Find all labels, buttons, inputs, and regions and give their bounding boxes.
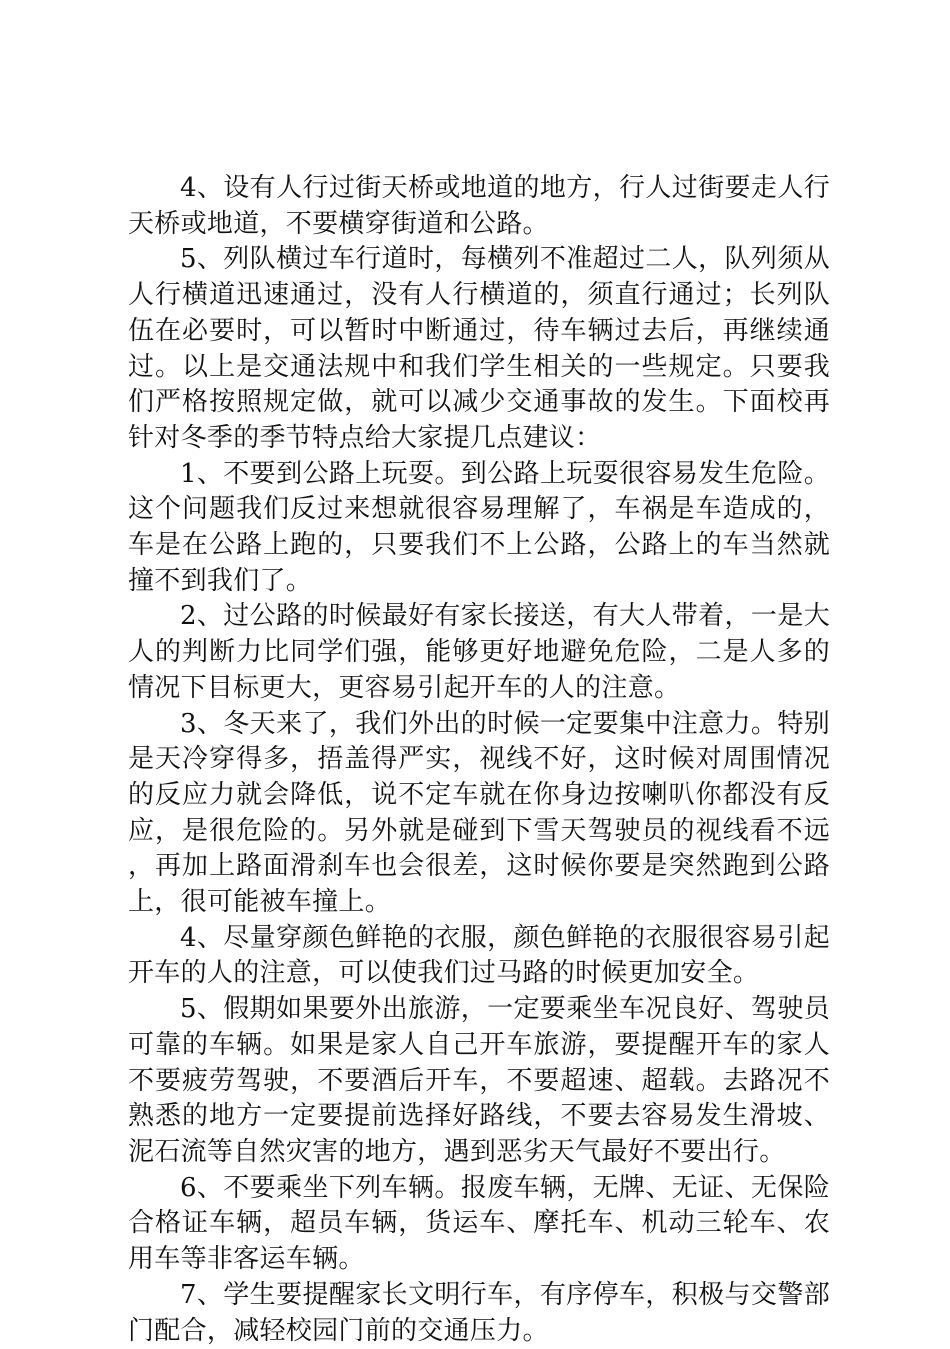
paragraph-rule-4: 4、设有人行过街天桥或地道的地方，行人过街要走人行天桥或地道，不要横穿街道和公路。 [128,173,830,239]
paragraph-suggestion-1: 1、不要到公路上玩耍。到公路上玩耍很容易发生危险。这个问题我们反过来想就很容易理解了，车祸是车造成的，车是在公路上跑的，只要我们不上公路，公路上的车当然就撞不到我们了。 [128,458,830,596]
paragraph-rule-5: 5、列队横过车行道时，每横列不准超过二人，队列须从人行横道迅速通过，没有人行横道的，须直行通过；长列队伍在必要时，可以暂时中断通过，待车辆过去后，再继续通过。以上是交通法规中和我们学生相关的一些规定。只要我们严格按照规定做，就可以减少交通事故的发生。下面校再针对冬季的季节特点给大家提几点建议： [128,244,830,453]
paragraph-suggestion-5: 5、假期如果要外出旅游，一定要乘坐车况良好、驾驶员可靠的车辆。如果是家人自己开车旅游，要提醒开车的家人不要疲劳驾驶，不要酒后开车，不要超速、超载。去路况不熟悉的地方一定要提前选择好路线，不要去容易发生滑坡、泥石流等自然灾害的地方，遇到恶劣天气最好不要出行。 [128,994,830,1167]
paragraph-suggestion-2: 2、过公路的时候最好有家长接送，有大人带着，一是大人的判断力比同学们强，能够更好地避免危险，二是人多的情况下目标更大，更容易引起开车的人的注意。 [128,601,830,703]
paragraph-suggestion-3: 3、冬天来了，我们外出的时候一定要集中注意力。特别是天冷穿得多，捂盖得严实，视线不好，这时候对周围情况的反应力就会降低，说不定车就在你身边按喇叭你都没有反应，是很危险的。另外就是碰到下雪天驾驶员的视线看不远，再加上路面滑刹车也会很差，这时候你要是突然跑到公路上，很可能被车撞上。 [128,708,830,918]
paragraph-suggestion-7: 7、学生要提醒家长文明行车，有序停车，积极与交警部门配合，减轻校园门前的交通压力。 [128,1279,830,1346]
paragraph-suggestion-6: 6、不要乘坐下列车辆。报废车辆，无牌、无证、无保险合格证车辆，超员车辆，货运车、摩托车、机动三轮车、农用车等非客运车辆。 [128,1172,830,1275]
paragraph-suggestion-4: 4、尽量穿颜色鲜艳的衣服，颜色鲜艳的衣服很容易引起开车的人的注意，可以使我们过马路的时候更加安全。 [128,922,830,989]
document-body [128,171,830,1349]
